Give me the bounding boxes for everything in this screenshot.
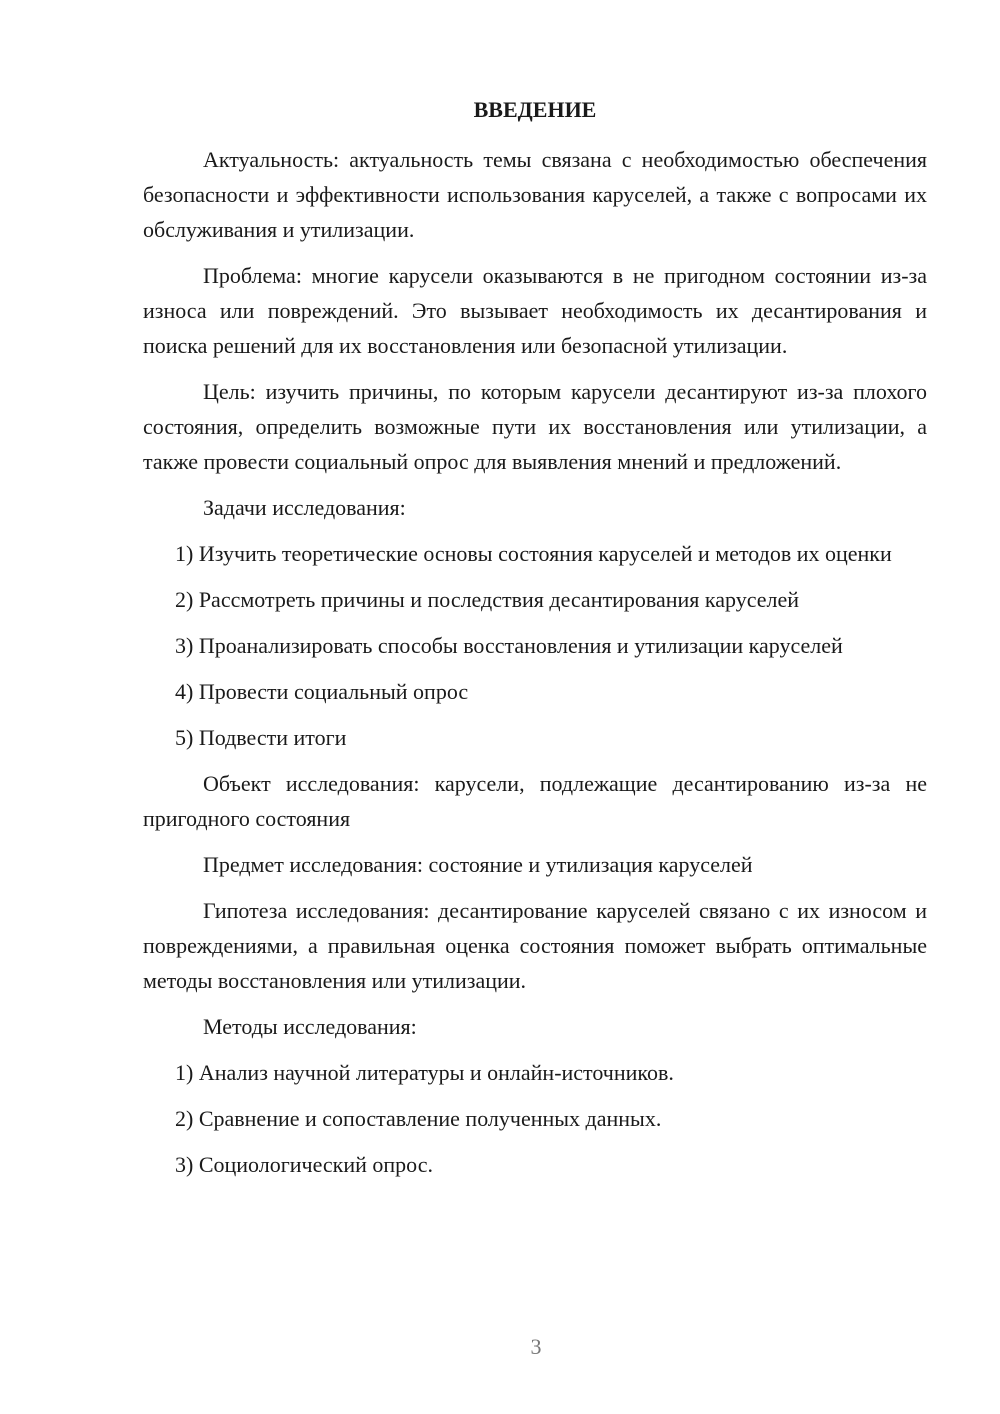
paragraph-subject: Предмет исследования: состояние и утилизация каруселей xyxy=(203,852,753,877)
task-item: 4) Провести социальный опрос xyxy=(175,679,469,704)
method-item: 3) Социологический опрос. xyxy=(175,1152,433,1177)
task-item: 1) Изучить теоретические основы состояния каруселей и методов их оценки xyxy=(175,541,892,566)
document-heading: ВВЕДЕНИЕ xyxy=(473,97,597,122)
paragraph-hypothesis: Гипотеза исследования: десантирование каруселей связано с их износом и повреждениями, а правильная оценка состояния поможет выбрать оптимальные методы восстановления или утилизации. xyxy=(143,898,927,993)
page-number: 3 xyxy=(530,1334,542,1359)
paragraph-relevance: Актуальность: актуальность темы связана с необходимостью обеспечения безопасности и эффективности использования каруселей, а также с вопросами их обслуживания и утилизации. xyxy=(143,147,927,242)
task-item: 2) Рассмотреть причины и последствия десантирования каруселей xyxy=(175,587,800,612)
method-item: 2) Сравнение и сопоставление полученных данных. xyxy=(175,1106,662,1131)
task-item: 3) Проанализировать способы восстановления и утилизации каруселей xyxy=(175,633,843,658)
paragraph-problem: Проблема: многие карусели оказываются в не пригодном состоянии из-за износа или повреждений. Это вызывает необходимость их десантирования и поиска решений для их восстановления или безопасной утилизации. xyxy=(143,263,927,358)
tasks-title: Задачи исследования: xyxy=(203,495,406,520)
task-item: 5) Подвести итоги xyxy=(175,725,347,750)
method-item: 1) Анализ научной литературы и онлайн-источников. xyxy=(175,1060,674,1085)
paragraph-object: Объект исследования: карусели, подлежащие десантированию из-за не пригодного состояния xyxy=(143,771,927,831)
methods-title: Методы исследования: xyxy=(203,1014,417,1039)
paragraph-goal: Цель: изучить причины, по которым карусели десантируют из-за плохого состояния, определить возможные пути их восстановления или утилизации, а также провести социальный опрос для выявления мнений и предложений. xyxy=(143,379,927,474)
document-body xyxy=(143,92,927,1193)
